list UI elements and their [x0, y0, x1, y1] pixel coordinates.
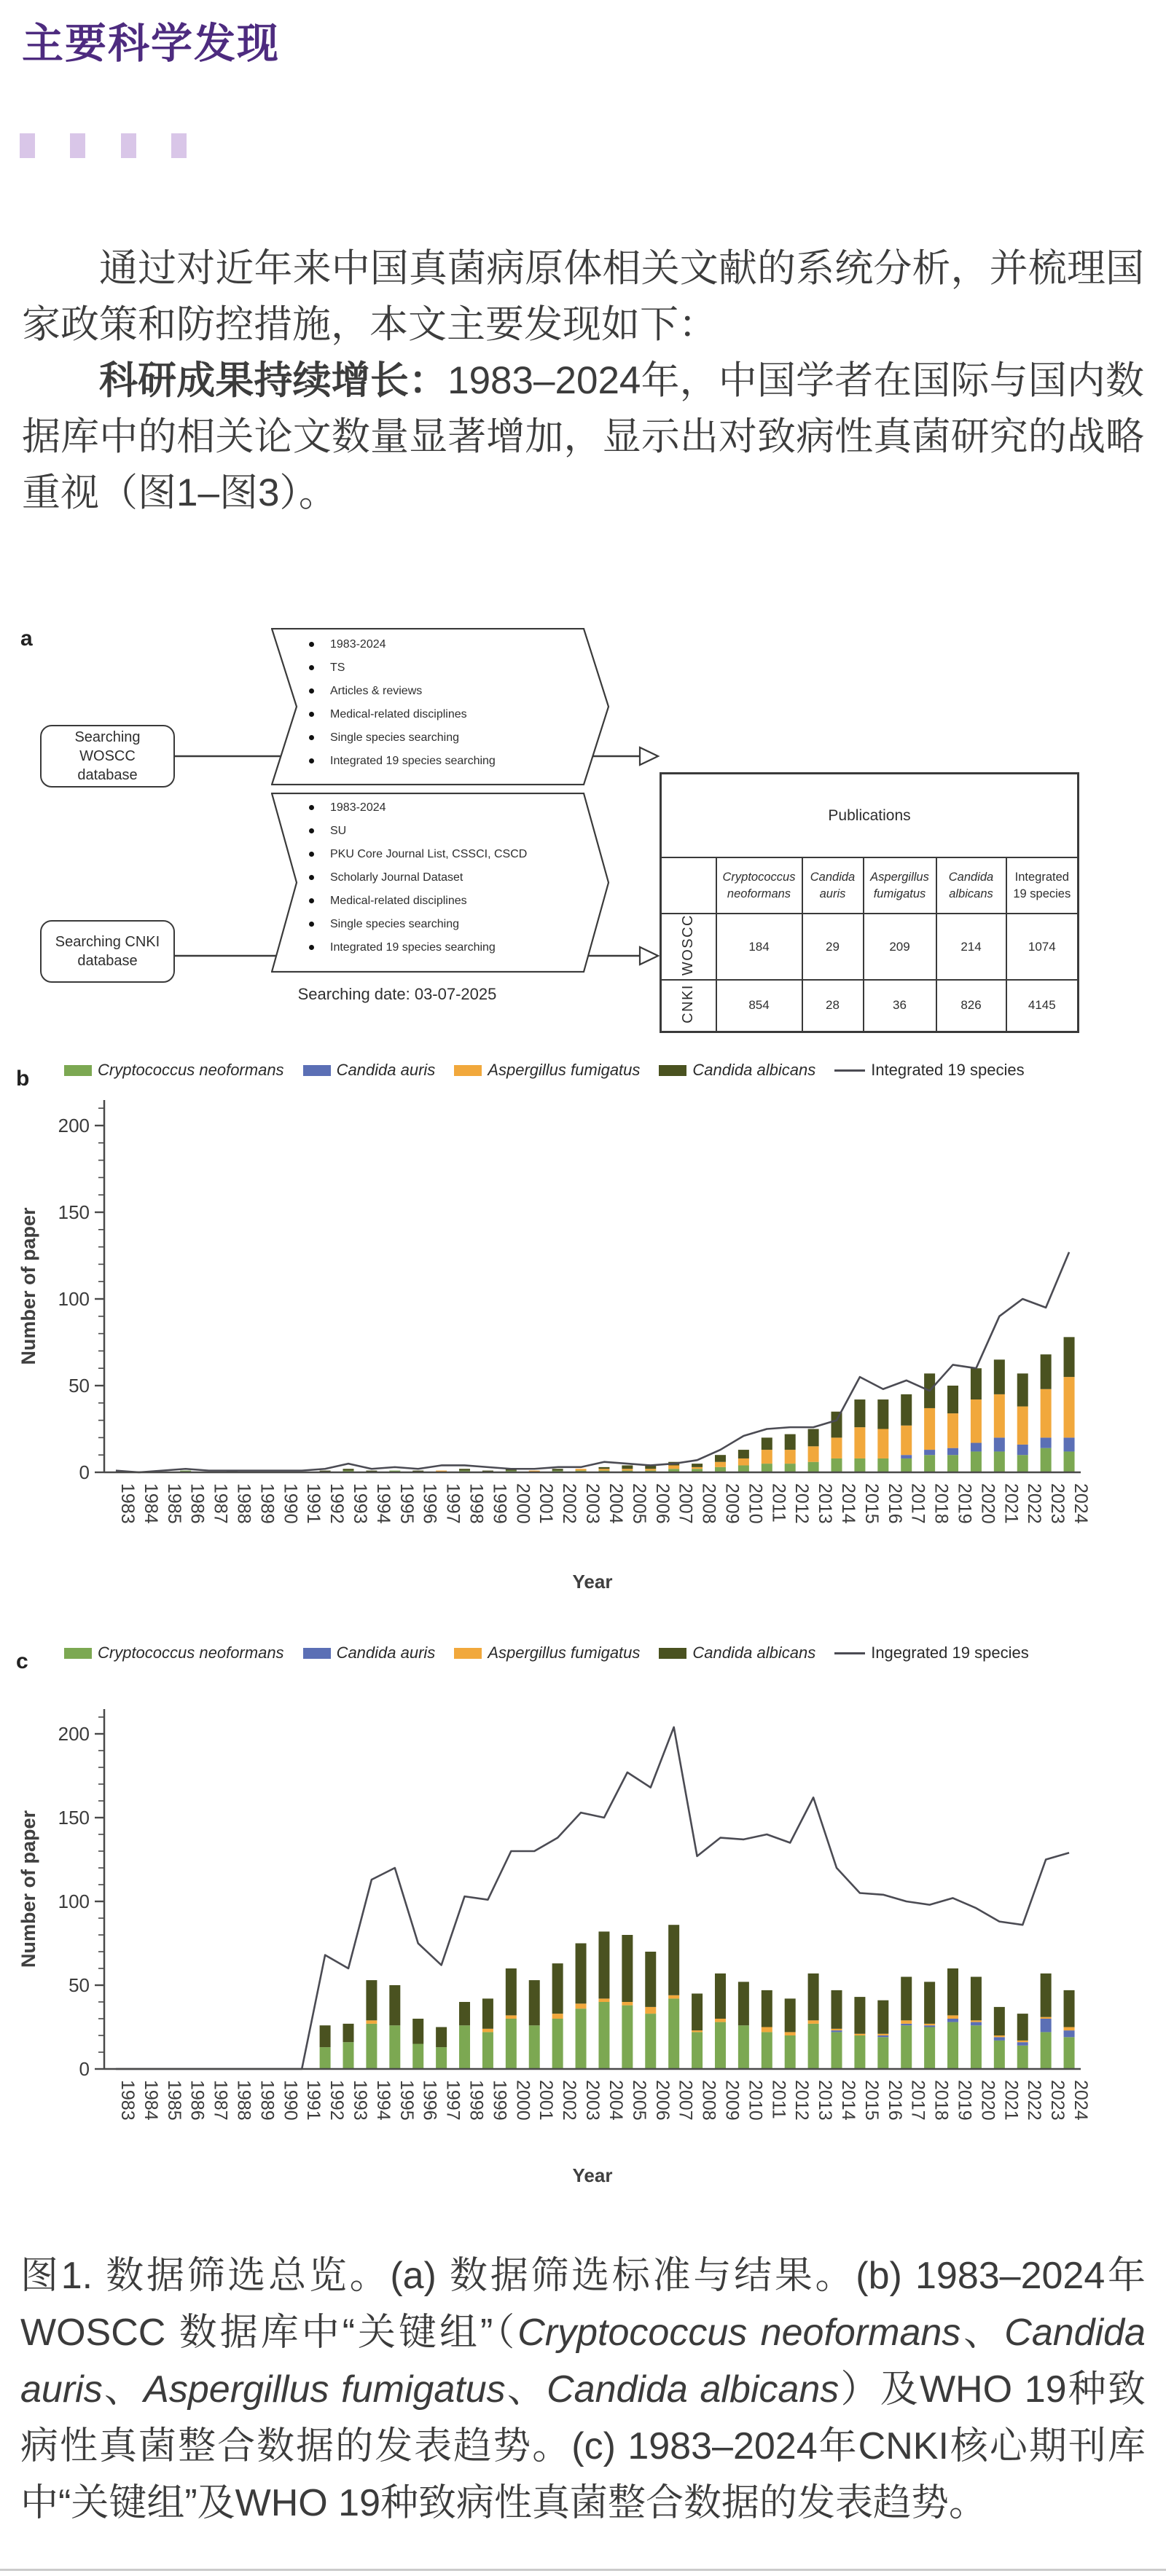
svg-text:1997: 1997 — [442, 1483, 463, 1524]
svg-text:2019: 2019 — [954, 1483, 975, 1524]
table-column-header: Cryptococcus neoformans — [716, 857, 802, 914]
table-value-cell: 1074 — [1006, 914, 1079, 980]
publications-table-title: Publications — [661, 774, 1079, 858]
table-column-header: Candida albicans — [936, 857, 1006, 914]
svg-text:100: 100 — [58, 1288, 90, 1310]
caption-species-name: Candida albicans — [547, 2368, 840, 2411]
figure-caption — [20, 2247, 1146, 2532]
page-title: 主要科学发现 — [22, 20, 280, 67]
svg-text:2005: 2005 — [628, 2080, 649, 2121]
criteria-item-label: Single species searching — [330, 918, 459, 930]
criteria-item — [309, 753, 574, 769]
svg-text:100: 100 — [58, 1890, 90, 1912]
bullet-icon — [309, 758, 314, 763]
bullet-icon — [309, 875, 314, 880]
svg-text:2001: 2001 — [536, 1483, 557, 1524]
criteria-item — [309, 940, 574, 955]
searching-date: Searching date: 03-07-2025 — [297, 985, 497, 1003]
arrow-right-icon — [640, 947, 658, 965]
criteria-item-label: Scholarly Journal Dataset — [330, 871, 463, 884]
svg-text:1988: 1988 — [233, 1483, 254, 1524]
svg-text:2002: 2002 — [559, 1483, 580, 1524]
woscc-database-box-label: Searching WOSCC database — [74, 729, 141, 783]
svg-text:1989: 1989 — [257, 1483, 278, 1524]
svg-text:1983: 1983 — [117, 1483, 138, 1524]
bullet-icon — [309, 688, 314, 694]
bullet-icon — [309, 945, 314, 950]
criteria-item — [309, 683, 574, 699]
criteria-item-label: 1983-2024 — [330, 801, 386, 814]
svg-text:2007: 2007 — [675, 1483, 696, 1524]
caption-text: 图1. 数据筛选总览。(a) 数据筛选标准与结果。(b) 1983–2024年WOSCC 数据库中“关键组”（ — [20, 2255, 1146, 2354]
legend-item — [454, 1644, 640, 1662]
table-value-cell: 826 — [936, 980, 1006, 1032]
chart-c-plot — [0, 1661, 1166, 2211]
svg-text:150: 150 — [58, 1201, 90, 1223]
svg-text:150: 150 — [58, 1807, 90, 1829]
legend-label: Ingegrated 19 species — [871, 1644, 1029, 1662]
svg-text:2013: 2013 — [815, 1483, 836, 1524]
svg-text:2010: 2010 — [745, 2080, 766, 2121]
svg-text:Year: Year — [572, 1571, 613, 1593]
legend-item — [303, 1061, 436, 1080]
svg-text:1991: 1991 — [303, 2080, 324, 2121]
woscc-database-box — [40, 725, 175, 788]
svg-text:1994: 1994 — [372, 1483, 394, 1524]
svg-text:2012: 2012 — [791, 2080, 813, 2121]
table-value-cell: 4145 — [1006, 980, 1079, 1032]
cnki-criteria-banner — [271, 793, 610, 973]
svg-text:2006: 2006 — [652, 1483, 673, 1524]
decor-square — [121, 133, 136, 158]
svg-text:2009: 2009 — [721, 1483, 743, 1524]
svg-text:50: 50 — [69, 1375, 90, 1397]
svg-text:2006: 2006 — [652, 2080, 673, 2121]
woscc-criteria-banner — [271, 628, 610, 785]
svg-text:2016: 2016 — [884, 2080, 905, 2121]
svg-text:2018: 2018 — [931, 1483, 952, 1524]
intro-bold-lead: 科研成果持续增长： — [99, 359, 448, 402]
legend-color-swatch — [64, 1648, 92, 1659]
legend-color-swatch — [303, 1648, 331, 1659]
svg-text:1999: 1999 — [489, 1483, 510, 1524]
criteria-item-label: Articles & reviews — [330, 685, 423, 697]
legend-item — [64, 1061, 284, 1080]
table-column-header: Candida auris — [802, 857, 864, 914]
svg-text:2017: 2017 — [907, 1483, 928, 1524]
criteria-item-label: Integrated 19 species searching — [330, 941, 496, 954]
legend-label: Candida albicans — [692, 1644, 816, 1662]
woscc-criteria-list — [309, 637, 574, 777]
svg-text:2019: 2019 — [954, 2080, 975, 2121]
intro-paragraph-2 — [22, 353, 1144, 521]
decor-square — [70, 133, 85, 158]
criteria-item — [309, 660, 574, 675]
caption-species-name: Cryptococcus neoformans — [517, 2312, 961, 2354]
svg-text:2004: 2004 — [605, 2080, 626, 2121]
svg-text:1991: 1991 — [303, 1483, 324, 1524]
criteria-item-label: Single species searching — [330, 731, 459, 744]
legend-color-swatch — [64, 1065, 92, 1076]
svg-text:1993: 1993 — [350, 1483, 370, 1524]
chart-c-legend — [64, 1644, 1048, 1662]
criteria-item — [309, 870, 574, 885]
table-value-cell: 184 — [716, 914, 802, 980]
legend-label: Candida auris — [336, 1061, 436, 1079]
intro-paragraph-1: 通过对近年来中国真菌病原体相关文献的系统分析，并梳理国家政策和防控措施，本文主要发现如下： — [22, 247, 1144, 346]
panel-a-label: a — [20, 627, 33, 651]
svg-text:2001: 2001 — [536, 2080, 557, 2121]
decor-square — [171, 133, 187, 158]
legend-label: Aspergillus fumigatus — [488, 1644, 641, 1662]
cnki-criteria-list — [309, 800, 574, 963]
svg-text:1999: 1999 — [489, 2080, 510, 2121]
svg-text:2015: 2015 — [861, 2080, 882, 2121]
svg-text:1987: 1987 — [210, 2080, 231, 2121]
svg-text:1995: 1995 — [396, 1483, 417, 1524]
table-value-cell: 28 — [802, 980, 864, 1032]
table-value-cell: 29 — [802, 914, 864, 980]
table-value-cell: 854 — [716, 980, 802, 1032]
bullet-icon — [309, 852, 314, 857]
legend-label: Candida auris — [336, 1644, 436, 1662]
bullet-icon — [309, 712, 314, 717]
svg-text:2014: 2014 — [838, 1483, 858, 1524]
criteria-item-label: SU — [330, 825, 347, 837]
bullet-icon — [309, 642, 314, 647]
legend-label: Candida albicans — [692, 1061, 816, 1079]
svg-text:1990: 1990 — [280, 1483, 301, 1524]
svg-text:2007: 2007 — [675, 2080, 696, 2121]
svg-text:1993: 1993 — [350, 2080, 370, 2121]
svg-text:2008: 2008 — [698, 1483, 719, 1524]
svg-text:Number of paper: Number of paper — [17, 1207, 39, 1365]
criteria-item-label: Integrated 19 species searching — [330, 755, 496, 767]
svg-text:2004: 2004 — [605, 1483, 626, 1524]
svg-text:2016: 2016 — [884, 1483, 905, 1524]
legend-color-swatch — [659, 1648, 686, 1659]
publications-table — [660, 772, 1079, 1033]
svg-text:1985: 1985 — [163, 2080, 184, 2121]
svg-text:1984: 1984 — [140, 1483, 161, 1524]
svg-text:2018: 2018 — [931, 2080, 952, 2121]
cnki-database-box-label: Searching CNKI database — [55, 934, 160, 969]
criteria-item — [309, 730, 574, 745]
criteria-item — [309, 916, 574, 932]
svg-text:2010: 2010 — [745, 1483, 766, 1524]
chart-b-label: b — [16, 1067, 30, 1091]
svg-text:1985: 1985 — [163, 1483, 184, 1524]
legend-color-swatch — [454, 1065, 482, 1076]
table-stub-cell — [661, 857, 716, 914]
bullet-icon — [309, 805, 314, 810]
svg-text:2003: 2003 — [582, 1483, 603, 1524]
svg-text:1984: 1984 — [140, 2080, 161, 2121]
svg-text:200: 200 — [58, 1115, 90, 1136]
legend-line-swatch — [834, 1652, 865, 1654]
svg-text:1989: 1989 — [257, 2080, 278, 2121]
svg-text:2017: 2017 — [907, 2080, 928, 2121]
cnki-database-box — [40, 920, 175, 983]
svg-text:2013: 2013 — [815, 2080, 836, 2121]
criteria-item-label: TS — [330, 661, 345, 674]
legend-item — [659, 1061, 815, 1080]
intro-text — [22, 240, 1144, 521]
criteria-item — [309, 707, 574, 722]
table-column-header: Integrated 19 species — [1006, 857, 1079, 914]
bullet-icon — [309, 665, 314, 670]
svg-text:2003: 2003 — [582, 2080, 603, 2121]
svg-text:Year: Year — [572, 2164, 613, 2186]
svg-text:2020: 2020 — [977, 2080, 998, 2121]
criteria-item — [309, 893, 574, 908]
legend-label: Cryptococcus neoformans — [98, 1061, 284, 1079]
legend-item — [64, 1644, 284, 1662]
decor-squares — [20, 133, 219, 162]
criteria-item — [309, 800, 574, 815]
svg-text:1994: 1994 — [372, 2080, 394, 2121]
chart-b-plot — [0, 1078, 1166, 1614]
svg-text:1992: 1992 — [326, 1483, 348, 1524]
svg-text:0: 0 — [79, 2058, 90, 2080]
svg-text:1998: 1998 — [466, 1483, 487, 1524]
criteria-item — [309, 823, 574, 839]
bullet-icon — [309, 828, 314, 833]
caption-species-name: Candida auris — [20, 2312, 1146, 2411]
arrow-right-icon — [640, 747, 658, 765]
decor-square — [20, 133, 35, 158]
table-value-cell: 214 — [936, 914, 1006, 980]
svg-text:200: 200 — [58, 1723, 90, 1745]
caption-text: 、 — [505, 2368, 547, 2411]
svg-text:2011: 2011 — [768, 1483, 789, 1523]
svg-text:2021: 2021 — [1001, 2080, 1022, 2121]
bullet-icon — [309, 922, 314, 927]
bullet-icon — [309, 898, 314, 903]
caption-species-name: Aspergillus fumigatus — [144, 2368, 506, 2411]
svg-text:Number of paper: Number of paper — [17, 1810, 39, 1968]
svg-text:1988: 1988 — [233, 2080, 254, 2121]
svg-text:1992: 1992 — [326, 2080, 348, 2121]
svg-text:2005: 2005 — [628, 1483, 649, 1524]
svg-text:2022: 2022 — [1024, 1483, 1045, 1524]
svg-text:2002: 2002 — [559, 2080, 580, 2121]
svg-text:2023: 2023 — [1047, 2080, 1068, 2121]
caption-text: ）及WHO 19种致病性真菌整合数据的发表趋势。(c) 1983–2024年CNKI核心期刊库中“关键组”及WHO 19种致病性真菌整合数据的发表趋势。 — [20, 2368, 1146, 2524]
svg-text:1990: 1990 — [280, 2080, 301, 2121]
svg-text:2009: 2009 — [721, 2080, 743, 2121]
chart-b-legend — [64, 1061, 1044, 1080]
criteria-item-label: PKU Core Journal List, CSSCI, CSCD — [330, 848, 528, 860]
svg-text:1986: 1986 — [187, 1483, 208, 1524]
legend-item — [454, 1061, 640, 1080]
legend-item — [834, 1644, 1029, 1662]
legend-item — [659, 1644, 815, 1662]
criteria-item-label: 1983-2024 — [330, 638, 386, 651]
chart-b — [0, 1049, 1166, 1617]
criteria-item-label: Medical-related disciplines — [330, 708, 467, 720]
svg-text:1983: 1983 — [117, 2080, 138, 2121]
legend-line-swatch — [834, 1069, 865, 1072]
svg-text:2024: 2024 — [1071, 2080, 1092, 2121]
svg-text:2024: 2024 — [1071, 1483, 1092, 1524]
svg-text:0: 0 — [79, 1461, 90, 1483]
svg-text:1986: 1986 — [187, 2080, 208, 2121]
criteria-item-label: Medical-related disciplines — [330, 895, 467, 907]
legend-item — [303, 1644, 436, 1662]
figure-panel-a — [0, 627, 1166, 1049]
svg-text:1996: 1996 — [419, 1483, 440, 1524]
chart-c — [0, 1632, 1166, 2215]
table-value-cell: 36 — [864, 980, 936, 1032]
legend-color-swatch — [659, 1065, 686, 1076]
legend-color-swatch — [303, 1065, 331, 1076]
svg-text:2012: 2012 — [791, 1483, 813, 1524]
svg-text:1996: 1996 — [419, 2080, 440, 2121]
legend-label: Aspergillus fumigatus — [488, 1061, 641, 1079]
svg-text:2000: 2000 — [512, 2080, 533, 2121]
legend-label: Cryptococcus neoformans — [98, 1644, 284, 1662]
svg-text:2022: 2022 — [1024, 2080, 1045, 2121]
criteria-item — [309, 847, 574, 862]
chart-c-label: c — [16, 1649, 28, 1673]
table-row-label: WOSCC — [661, 914, 716, 980]
svg-text:2011: 2011 — [768, 2080, 789, 2119]
table-row-label: CNKI — [661, 980, 716, 1032]
legend-label: Integrated 19 species — [871, 1061, 1025, 1079]
caption-text: 、 — [102, 2368, 144, 2411]
intro-paragraph-2-rest: 1983–2024年，中国学者在国际与国内数据库中的相关论文数量显著增加，显示出对致病性真菌研究的战略重视（图1–图3）。 — [22, 359, 1144, 514]
criteria-item — [309, 637, 574, 652]
svg-text:2000: 2000 — [512, 1483, 533, 1524]
legend-item — [834, 1061, 1024, 1080]
table-value-cell: 209 — [864, 914, 936, 980]
svg-text:2021: 2021 — [1001, 1483, 1022, 1524]
svg-text:1987: 1987 — [210, 1483, 231, 1524]
legend-color-swatch — [454, 1648, 482, 1659]
svg-text:2014: 2014 — [838, 2080, 858, 2121]
caption-text: 、 — [960, 2312, 1005, 2354]
bottom-divider — [0, 2569, 1166, 2571]
svg-text:2015: 2015 — [861, 1483, 882, 1524]
bullet-icon — [309, 735, 314, 740]
svg-text:2023: 2023 — [1047, 1483, 1068, 1524]
svg-text:2008: 2008 — [698, 2080, 719, 2121]
svg-text:50: 50 — [69, 1974, 90, 1996]
svg-text:1995: 1995 — [396, 2080, 417, 2121]
svg-text:2020: 2020 — [977, 1483, 998, 1524]
svg-text:1998: 1998 — [466, 2080, 487, 2121]
svg-text:1997: 1997 — [442, 2080, 463, 2121]
table-column-header: Aspergillus fumigatus — [864, 857, 936, 914]
